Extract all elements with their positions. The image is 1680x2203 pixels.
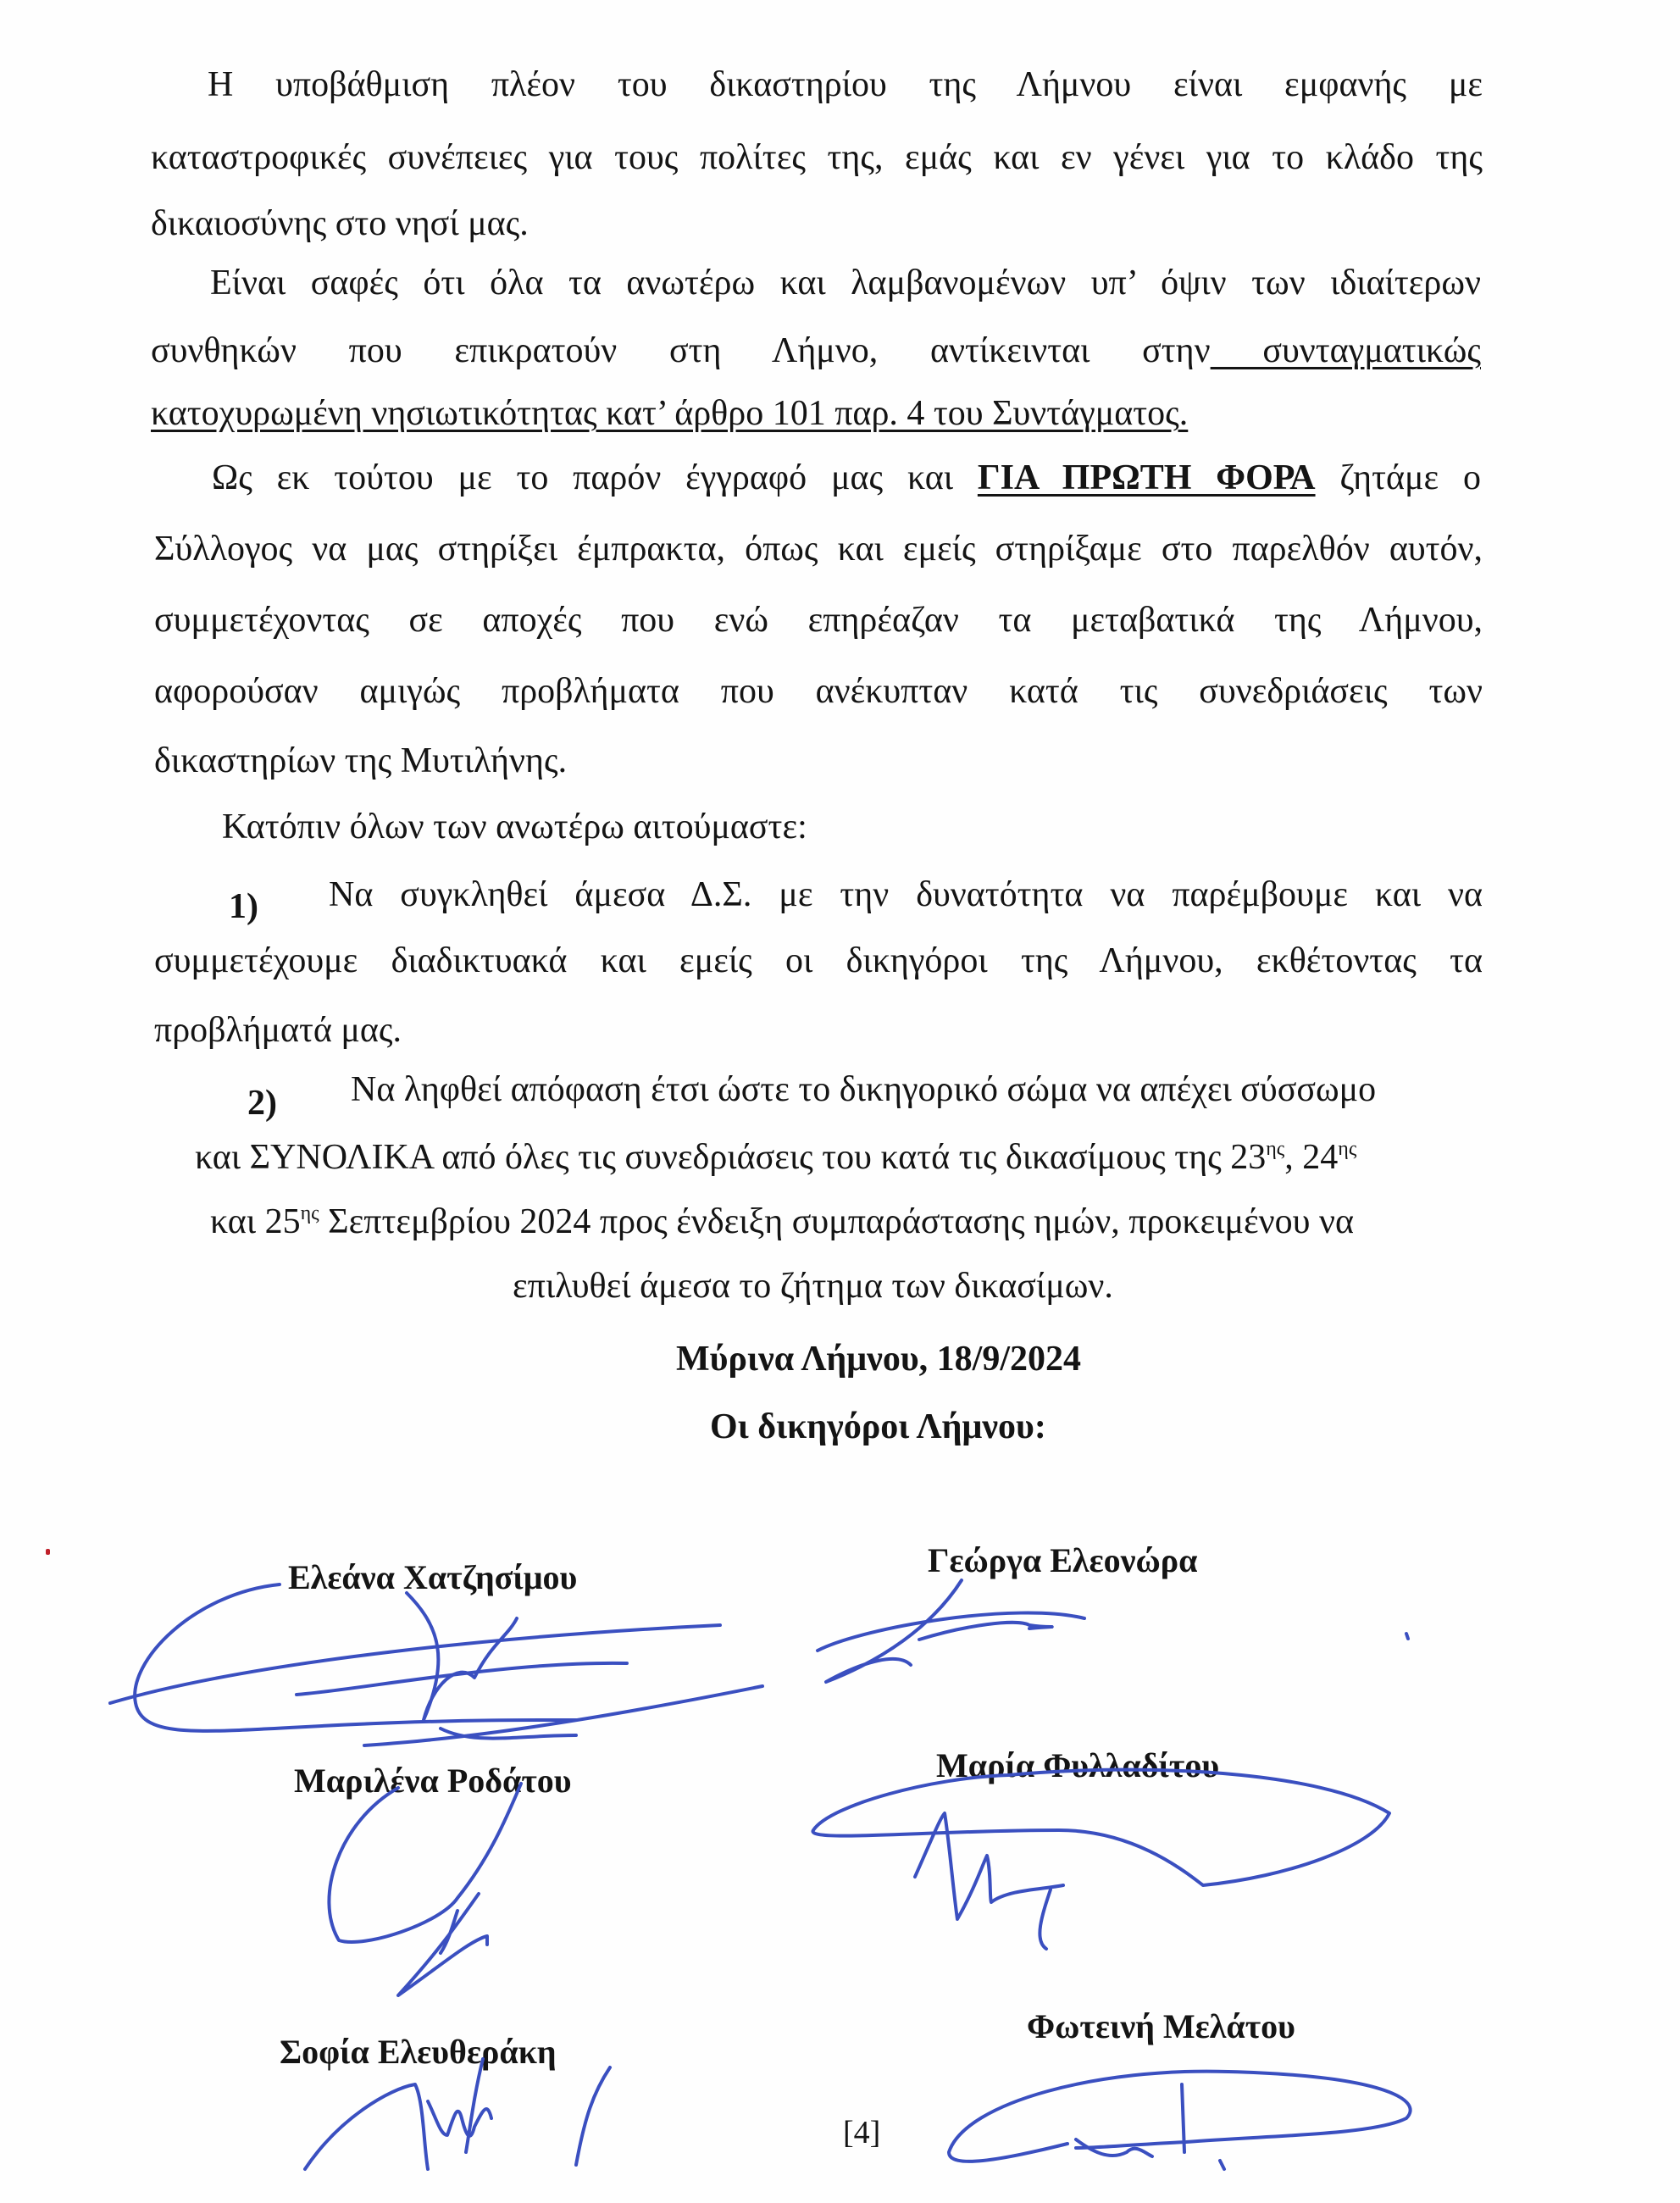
request-2-number: 2) xyxy=(247,1084,277,1123)
place-date: Μύρινα Λήμνου, 18/9/2024 xyxy=(676,1340,1081,1379)
page-number: [4] xyxy=(843,2115,881,2150)
signatories-heading: Οι δικηγόροι Λήμνου: xyxy=(710,1407,1046,1446)
first-time-emphasis: ΓΙΑ ΠΡΩΤΗ ΦΟΡΑ xyxy=(977,458,1316,497)
signatory-name-4: Μαρία Φυλλαδίτου xyxy=(936,1746,1220,1784)
paragraph-3-line-4: αφορούσαν αμιγώς προβλήματα που ανέκυπταν κατά τις συνεδριάσεις των xyxy=(154,672,1483,711)
request-1-line-3: προβλήματά μας. xyxy=(154,1011,402,1050)
signatory-name-3: Μαριλένα Ροδάτου xyxy=(294,1762,572,1800)
signatory-name-1: Ελεάνα Χατζησίμου xyxy=(288,1558,578,1596)
signatory-name-6: Φωτεινή Μελάτου xyxy=(1027,2007,1295,2045)
signature-6-stroke xyxy=(1220,2161,1224,2169)
request-1-line-1: Να συγκληθεί άμεσα Δ.Σ. με την δυνατότητα να παρέμβουμε και να xyxy=(329,875,1483,914)
paragraph-3-line-1-before: Ως εκ τούτου με το παρόν έγγραφό μας και xyxy=(212,458,978,497)
paragraph-3-line-1-after: ζητάμε ο xyxy=(1315,458,1481,497)
paragraph-2-line-2-text: συνθηκών που επικρατούν στη Λήμνο, αντίκεινται στην xyxy=(151,331,1211,370)
request-intro: Κατόπιν όλων των ανωτέρω αιτούμαστε: xyxy=(222,807,807,846)
paragraph-3-line-3: συμμετέχοντας σε αποχές που ενώ επηρέαζαν τα μεταβατικά της Λήμνου, xyxy=(154,601,1483,640)
ordinal-suffix: ης xyxy=(1338,1138,1357,1160)
paragraph-3-line-5: δικαστηρίων της Μυτιλήνης. xyxy=(154,741,568,780)
request-1-line-2: συμμετέχουμε διαδικτυακά και εμείς οι δικηγόροι της Λήμνου, εκθέτοντας τα xyxy=(154,941,1483,980)
constitutional-reference-start: συνταγματικώς xyxy=(1210,331,1481,370)
signatory-name-2: Γεώργα Ελεονώρα xyxy=(928,1541,1198,1579)
request-2-line-2-text: και ΣΥΝΟΛΙΚΑ από όλες τις συνεδριάσεις του κατά τις δικασίμους της 23 xyxy=(195,1138,1267,1177)
request-2-line-4: επιλυθεί άμεσα το ζήτημα των δικασίμων. xyxy=(513,1267,1113,1306)
request-2-line-2-text-b: , 24 xyxy=(1284,1138,1339,1177)
request-2-line-1: Να ληφθεί απόφαση έτσι ώστε το δικηγορικό σώμα να απέχει σύσσωμο xyxy=(351,1070,1377,1109)
constitutional-reference: κατοχυρωμένη νησιωτικότητας κατ’ άρθρο 101 παρ. 4 του Συντάγματος. xyxy=(151,394,1189,433)
paragraph-3-line-2: Σύλλογος να μας στηρίξει έμπρακτα, όπως και εμείς στηρίξαμε στο παρελθόν αυτόν, xyxy=(154,530,1483,569)
signature-6-stroke xyxy=(949,2072,1411,2161)
paragraph-1-line-2: καταστροφικές συνέπειες για τους πολίτες της, εμάς και εν γένει για το κλάδο της xyxy=(151,138,1483,177)
request-2-line-3-text-b: Σεπτεμβρίου 2024 προς ένδειξη συμπαράστασης ημών, προκειμένου να xyxy=(319,1202,1354,1241)
paragraph-2-line-1: Είναι σαφές ότι όλα τα ανωτέρω και λαμβανομένων υπ’ όψιν των ιδιαίτερων xyxy=(210,264,1481,302)
paragraph-1-line-1: Η υποβάθμιση πλέον του δικαστηρίου της Λήμνου είναι εμφανής με xyxy=(208,65,1483,104)
ordinal-suffix: ης xyxy=(1266,1138,1285,1160)
request-1-number: 1) xyxy=(229,887,258,926)
ordinal-suffix: ης xyxy=(300,1202,319,1224)
signatory-name-5: Σοφία Ελευθεράκη xyxy=(280,2033,557,2071)
request-2-line-3-text: και 25 xyxy=(210,1202,301,1241)
paragraph-1-line-3: δικαιοσύνης στο νησί μας. xyxy=(151,204,529,243)
